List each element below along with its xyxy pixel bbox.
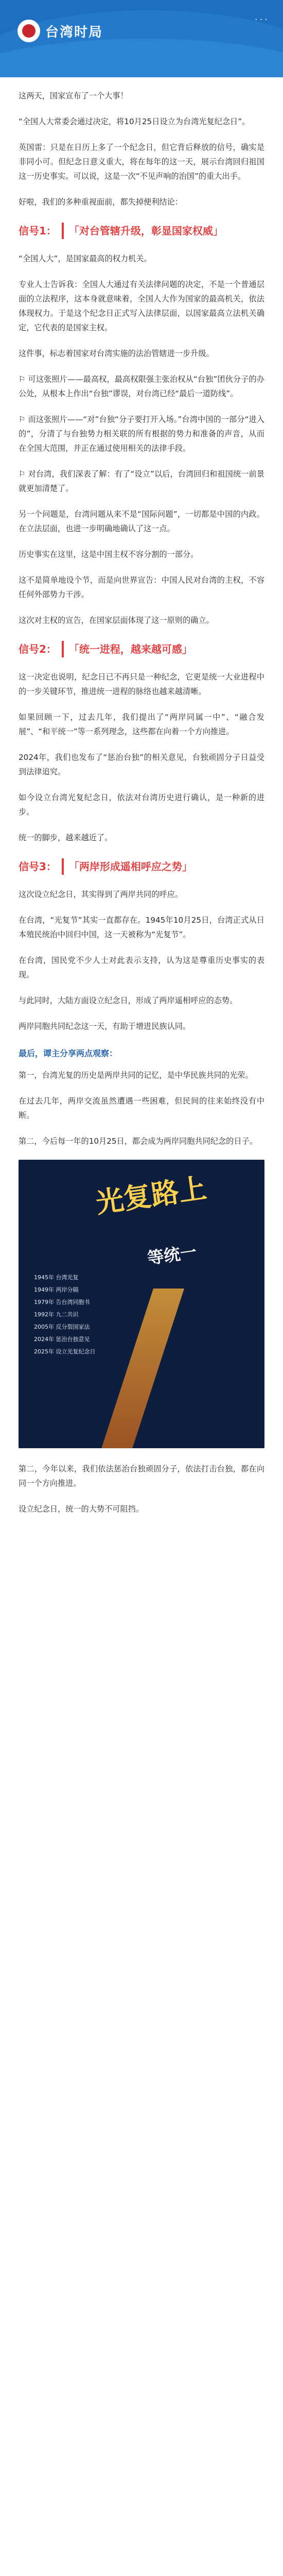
intro-paragraph: 这两天，国家宣布了一个大事！ bbox=[19, 91, 128, 100]
body-paragraph: 如今设立台湾光复纪念日，依法对台湾历史进行确认，是一种新的进步。 bbox=[19, 793, 264, 817]
body-paragraph: 第一，台湾光复的历史是两岸共同的记忆，是中华民族共同的光荣。 bbox=[19, 1071, 253, 1080]
body-paragraph: 如果回顾一下，过去几年，我们提出了“两岸同属一中”、“融合发展”、“和平统一”等一系列理念，这些都在向着一个方向推进。 bbox=[19, 713, 264, 736]
section-3-title bbox=[19, 858, 264, 875]
body-paragraph: ⚐ 而这张照片——“对”台独“分子要打开入场。”台湾中国的一部分“进入的”，分清了与台独势力相关联的所有根据的势力和准备的声音，从而在全国大范围，并正在通过使用相关的法律手段。 bbox=[19, 415, 264, 453]
timeline-item: 1949年 两岸分隔 bbox=[34, 1286, 79, 1293]
poster-title: 光复路上 bbox=[94, 1172, 209, 1219]
poster-image bbox=[19, 1160, 264, 1448]
intro-paragraph: 英国雷：只是在日历上多了一个纪念日，但它背后释放的信号，确实是非同小可。但纪念日意义重大，将在每年的这一天，展示台湾回归祖国这一历史事实。可以说，这是一次“不见声响的治国”的重大出手。 bbox=[19, 143, 264, 181]
timeline-item: 1979年 告台湾同胞书 bbox=[34, 1299, 90, 1306]
body-paragraph: 这不是简单地设个节，而是向世界宣告：中国人民对台湾的主权，不容任何外部势力干涉。 bbox=[19, 575, 264, 599]
timeline-item: 2025年 设立光复纪念日 bbox=[34, 1348, 96, 1355]
body-paragraph: 第二，今年以来，我们依法惩治台独顽固分子，依法打击台独，都在向同一个方向推进。 bbox=[19, 1464, 264, 1488]
body-paragraph: 专业人士告诉我：全国人大通过有关法律问题的决定，不是一个普通层面的立法程序，这本身就意味着，全国人大作为国家的最高机关，依法体现权力。于是这个纪念日正式写入法律层面，以国家最高立法机关确定，它代表的是国家主权。 bbox=[19, 280, 264, 332]
body-paragraph: 在台湾，“光复节”其实一直都存在。1945年10月25日，台湾正式从日本殖民统治中回归中国，这一天被称为“光复节”。 bbox=[19, 916, 264, 939]
body-paragraph: 历史事实在这里，这是中国主权不容分割的一部分。 bbox=[19, 550, 199, 559]
section-number: 信号3： bbox=[19, 860, 57, 873]
body-paragraph: ⚐ 可这张照片——最高权，最高权限强主张治权从“台独”团伙分子的办公处，从根本上作出“台独”谬误，对台湾已经“最后一道防线”。 bbox=[19, 375, 264, 398]
body-paragraph: 2024年，我们也发布了“惩治台独”的相关意见，台独顽固分子日益受到法律追究。 bbox=[19, 753, 264, 776]
section-heading: 「两岸形成遥相呼应之势」 bbox=[62, 858, 192, 875]
body-paragraph: 第二，今后每一年的10月25日，都会成为两岸同胞共同纪念的日子。 bbox=[19, 1137, 257, 1146]
more-options-icon[interactable]: ··· bbox=[254, 14, 270, 25]
section-1-title bbox=[19, 223, 264, 239]
body-paragraph: 这次对主权的宣告，在国家层面体现了这一原则的确立。 bbox=[19, 616, 214, 625]
timeline-item: 2005年 反分裂国家法 bbox=[34, 1324, 90, 1330]
brand-name: 台湾时局 bbox=[45, 24, 103, 40]
timeline-list bbox=[34, 1273, 96, 1360]
timeline-item: 1992年 九二共识 bbox=[34, 1311, 79, 1318]
intro-paragraph: “全国人大常委会通过决定，将10月25日设立为台湾光复纪念日”。 bbox=[19, 117, 250, 126]
body-paragraph: 这件事，标志着国家对台湾实施的法治管辖进一步升级。 bbox=[19, 349, 214, 358]
intro-paragraph: 好啦，我们的多种重视面前，都失掉便利结论： bbox=[19, 197, 183, 207]
body-paragraph: “全国人大”，是国家最高的权力机关。 bbox=[19, 254, 152, 263]
body-paragraph: 两岸同胞共同纪念这一天，有助于增进民族认同。 bbox=[19, 1022, 191, 1031]
body-paragraph: 设立纪念日，统一的大势不可阻挡。 bbox=[19, 1504, 144, 1514]
poster-subtitle: 等统一 bbox=[146, 1242, 198, 1268]
section-number: 信号1： bbox=[19, 225, 57, 237]
body-paragraph: 这一决定也说明，纪念日已不再只是一种纪念，它更是统一大业进程中的一步关键环节，推进统一进程的脉络也越来越清晰。 bbox=[19, 672, 264, 696]
road-graphic bbox=[100, 1289, 184, 1448]
body-paragraph: 另一个问题是，台湾问题从来不是“国际问题”，一切都是中国的内政。在立法层面，也进一步明确地确认了这一点。 bbox=[19, 510, 264, 533]
article-body bbox=[0, 77, 283, 1516]
timeline-item: 1945年 台湾光复 bbox=[34, 1274, 79, 1281]
section-2-title bbox=[19, 641, 264, 657]
section-heading: 「对台管辖升级，彰显国家权威」 bbox=[62, 223, 223, 239]
brand-logo-icon bbox=[17, 20, 40, 42]
brand bbox=[17, 20, 103, 42]
body-paragraph: 与此同时，大陆方面设立纪念日，形成了两岸遥相呼应的态势。 bbox=[19, 996, 238, 1005]
body-paragraph: 这次设立纪念日，其实得到了两岸共同的呼应。 bbox=[19, 890, 183, 899]
body-paragraph: 统一的脚步，越来越近了。 bbox=[19, 833, 113, 842]
article-header bbox=[0, 0, 283, 77]
body-paragraph: 在过去几年，两岸交流虽然遭遇一些困难，但民间的往来始终没有中断。 bbox=[19, 1096, 264, 1120]
body-paragraph: 在台湾，国民党不少人士对此表示支持，认为这是尊重历史事实的表现。 bbox=[19, 956, 264, 979]
section-number: 信号2： bbox=[19, 643, 57, 655]
section-heading: 「统一进程，越来越可感」 bbox=[62, 641, 192, 657]
timeline-item: 2024年 惩治台独意见 bbox=[34, 1336, 90, 1343]
observation-heading: 最后，谭主分享两点观察： bbox=[19, 1048, 118, 1058]
body-paragraph: ⚐ 对台湾，我们深表了解：有了“设立”以后，台湾回归和祖国统一前景就更加清楚了。 bbox=[19, 469, 264, 493]
